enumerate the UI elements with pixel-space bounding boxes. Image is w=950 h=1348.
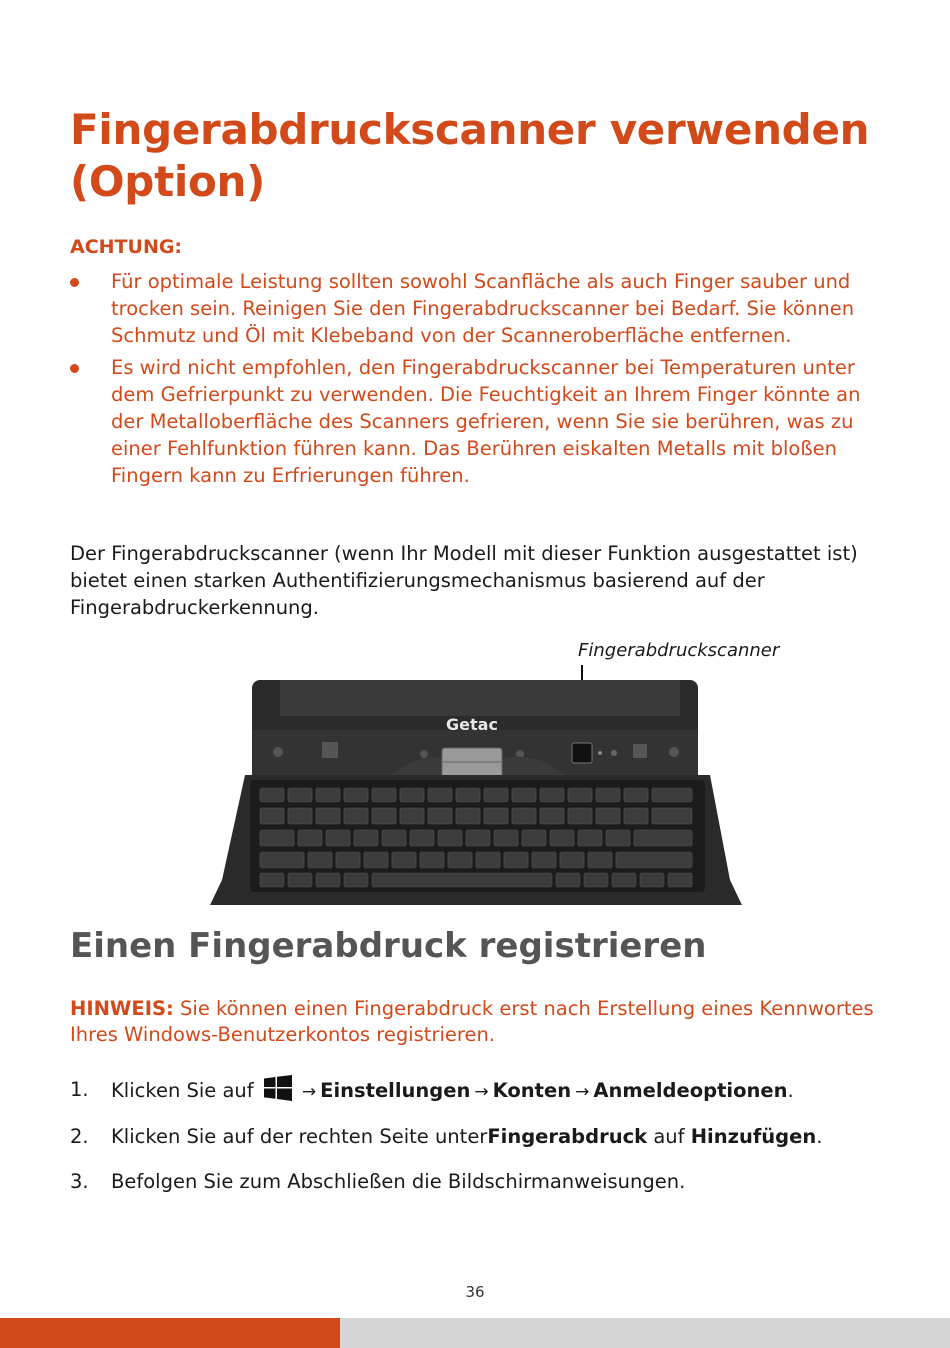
list-item bbox=[70, 1122, 910, 1152]
arrow-icon: → bbox=[301, 1082, 317, 1102]
figure-callout: Fingerabdruckscanner bbox=[578, 640, 780, 661]
page-number: 36 bbox=[465, 1283, 485, 1301]
steps-list bbox=[70, 1075, 910, 1212]
brand-logo: Getac bbox=[446, 715, 498, 734]
step-text: Klicken Sie auf der rechten Seite unter bbox=[111, 1125, 488, 1148]
step-number: 1. bbox=[70, 1078, 89, 1101]
keyboard-row bbox=[260, 852, 692, 868]
note-text: Sie können einen Fingerabdruck erst nach Erstellung eines Kennwortes Ihres Windows-Benutzerkontos registrieren. bbox=[70, 997, 874, 1046]
list-item bbox=[70, 268, 890, 349]
step-end: . bbox=[816, 1125, 823, 1148]
step-text: Klicken Sie auf bbox=[111, 1079, 254, 1102]
keyboard-row bbox=[260, 788, 692, 802]
arrow-icon: → bbox=[575, 1082, 590, 1102]
step-bold: Hinzufügen bbox=[690, 1125, 817, 1148]
note-label: HINWEIS: bbox=[70, 997, 174, 1020]
note-paragraph bbox=[70, 996, 890, 1048]
fingerprint-scanner bbox=[572, 743, 592, 763]
step-text: auf bbox=[647, 1125, 691, 1148]
device-photo bbox=[210, 680, 745, 905]
arrow-icon: → bbox=[474, 1082, 489, 1102]
page-title: Fingerabdruckscanner verwenden (Option) bbox=[70, 105, 870, 206]
step-end: . bbox=[787, 1079, 794, 1102]
footer-accent-bar bbox=[0, 1318, 340, 1348]
caution-text: Für optimale Leistung sollten sowohl Scanfläche als auch Finger sauber und trocken sein. Reinigen Sie den Fingerabdruckscanner bei Bedarf. Sie können Schmutz und Öl mit Klebeband von der Scanneroberfläche entfernen. bbox=[111, 270, 855, 347]
bullet-icon bbox=[70, 364, 79, 373]
footer-gray-bar bbox=[340, 1318, 950, 1348]
list-item bbox=[70, 1167, 910, 1197]
caution-list bbox=[70, 268, 890, 494]
caution-label: ACHTUNG: bbox=[70, 236, 183, 258]
section-heading: Einen Fingerabdruck registrieren bbox=[70, 926, 707, 966]
keyboard-row bbox=[260, 873, 692, 887]
windows-logo-icon bbox=[264, 1075, 292, 1101]
list-item bbox=[70, 354, 890, 489]
keyboard-row bbox=[260, 808, 692, 824]
bullet-icon bbox=[70, 278, 79, 287]
step-bold: Fingerabdruck bbox=[487, 1125, 648, 1148]
caution-text: Es wird nicht empfohlen, den Fingerabdruckscanner bei Temperaturen unter dem Gefrierpunkt zu verwenden. Die Feuchtigkeit an Ihrem Finger könnte an der Metalloberfläche des Scanners gefrieren, wenn Sie sie berühren, was zu einer Fehlfunktion führen kann. Das Berühren eiskalten Metalls mit bloßen Fingern kann zu Erfrierungen führen. bbox=[111, 356, 861, 487]
step-bold: Anmeldeoptionen bbox=[593, 1079, 788, 1102]
step-text: Befolgen Sie zum Abschließen die Bildschirmanweisungen. bbox=[111, 1170, 686, 1193]
step-bold: Konten bbox=[492, 1079, 572, 1102]
list-item bbox=[70, 1075, 910, 1107]
step-number: 3. bbox=[70, 1170, 89, 1193]
intro-paragraph: Der Fingerabdruckscanner (wenn Ihr Modell mit dieser Funktion ausgestattet ist) bietet einen starken Authentifizierungsmechanismus basierend auf der Fingerabdruckerkennung. bbox=[70, 542, 858, 619]
step-number: 2. bbox=[70, 1125, 89, 1148]
step-bold: Einstellungen bbox=[320, 1079, 471, 1102]
